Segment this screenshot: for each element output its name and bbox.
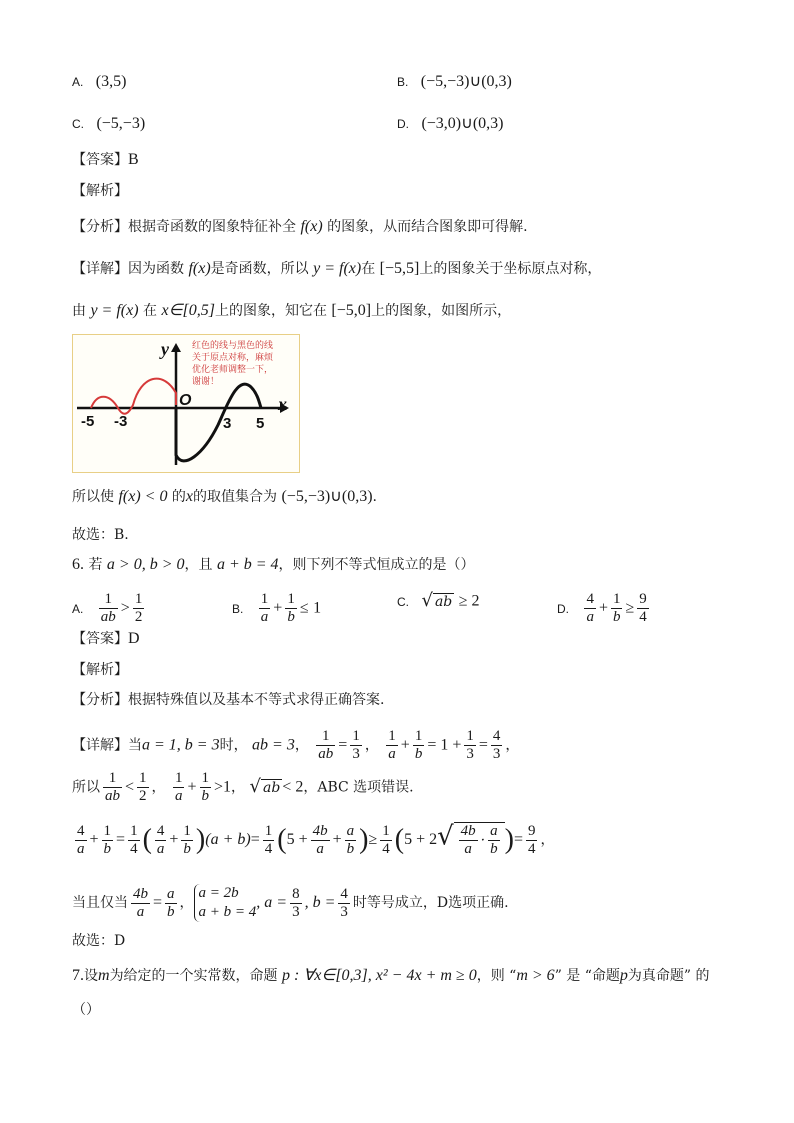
q7-stem: 7.设m为给定的一个实常数，命题 p : ∀x∈[0,3], x² − 4x + m ≥ 0，则 “m > 6” 是 “命题p为真命题” 的: [72, 967, 710, 984]
q5-fenxi: 【分析】根据奇函数的图象特征补全 f(x) 的图象，从而结合图象即可得解.: [72, 218, 528, 235]
origin-label: O: [179, 392, 192, 409]
q6-option-c: C. √ ab ≥ 2: [397, 590, 480, 611]
q6-xiangjie-1: 【详解】当a = 1, b = 3时， ab = 3， $\frac{1}{ab}$ = $\frac{1}{3}$ ， $\frac{1}{a}$ + $\frac{1}{b}$ = 1 + $\frac{1}{3}$ = $\frac{4}{3}$ ，: [72, 728, 520, 762]
q5-option-b: B. (−5,−3)∪(0,3): [397, 73, 512, 90]
y-axis-arrow: [171, 343, 181, 352]
q6-xiangjie-3: $\frac{4}{a}$ + $\frac{1}{b}$ = $\frac{1}{4}$ ( $\frac{4}{a}$ + $\frac{1}{b}$ )(a + b)= $\frac{1}{4}$ (5 + $\frac{4b}{a}$ + $\frac{a}{b}$ )≥ $\frac{1}{4}$ (5 + 2√ $\frac{4b}{a}$ · $\frac{a}{b}$ )= $\frac{9}{4}$ ，: [77, 821, 555, 857]
frac-1-ab: $\frac{1}{ab}$: [100, 591, 116, 625]
frac-1-b: $\frac{1}{b}$: [287, 591, 295, 625]
q5-option-d: D. (−3,0)∪(0,3): [397, 115, 504, 132]
q6-fenxi: 【分析】根据特殊值以及基本不等式求得正确答案.: [72, 692, 385, 708]
q6-choose: 故选：D: [72, 933, 126, 949]
q6-xiangjie-2: 所以 $\frac{1}{ab}$ < $\frac{1}{2}$ ， $\frac{1}{a}$ + $\frac{1}{b}$ >1， √ ab < 2，ABC 选项错误.: [72, 770, 414, 804]
frac-1-a: $\frac{1}{a}$: [260, 591, 269, 625]
q6-option-d: D. $\frac{4}{a}$ + $\frac{1}{b}$ ≥ $\frac{9}{4}$: [557, 591, 647, 625]
q6-stem: 6. 若 a > 0, b > 0，且 a + b = 4，则下列不等式恒成立的是（）: [72, 556, 475, 573]
cases-system: a = 2b a + b = 4: [194, 884, 257, 922]
q5-result: 所以使 f(x) < 0 的x的取值集合为 (−5,−3)∪(0,3).: [72, 488, 377, 505]
tick-5: 5: [256, 415, 265, 432]
frac-4-a: $\frac{4}{a}$: [586, 591, 594, 625]
q5-option-a: A. (3,5): [72, 73, 127, 90]
graph-note: 红色的线与黑色的线 关于原点对称，麻烦 优化老师调整一下， 谢谢！: [192, 341, 274, 387]
frac-9-4: $\frac{9}{4}$: [639, 591, 647, 625]
y-label: y: [161, 339, 169, 359]
q7-paren: （）: [72, 1002, 100, 1018]
sqrt-ab: √ ab: [421, 590, 453, 611]
x-label: x: [278, 394, 287, 414]
q5-xiangjie-1: 【详解】因为函数 f(x)是奇函数，所以 y = f(x)在 [−5,5]上的图象关于坐标原点对称，: [72, 260, 602, 277]
q6-analysis-tag: 【解析】: [72, 662, 128, 678]
frac-1-2: $\frac{1}{2}$: [134, 591, 143, 625]
q6-answer: 【答案】D: [72, 630, 140, 647]
tick-m3: -3: [114, 413, 128, 430]
q6-xiangjie-4: 当且仅当 $\frac{4b}{a}$ = $\frac{a}{b}$ ， a = 2b a + b = 4 , a = $\frac{8}{3}$ , b = $\frac{4}{3}$ 时等号成立，D选项正确.: [72, 885, 509, 920]
q6-option-a: A. $\frac{1}{ab}$ > $\frac{1}{2}$: [72, 591, 143, 625]
q5-choose: 故选：B.: [72, 527, 129, 543]
q5-answer: 【答案】B: [72, 151, 139, 168]
tick-m5: -5: [81, 413, 95, 430]
q5-option-c: C. (−5,−3): [72, 115, 146, 132]
tick-3: 3: [223, 415, 232, 432]
graph-svg: [73, 335, 299, 472]
frac-1-b: $\frac{1}{b}$: [612, 591, 621, 625]
q5-xiangjie-2: 由 y = f(x) 在 x∈[0,5]上的图象，知它在 [−5,0]上的图象，如图所示，: [72, 302, 512, 319]
q6-option-b: B. $\frac{1}{a}$ + $\frac{1}{b}$ ≤ 1: [232, 591, 322, 625]
q5-analysis-tag: 【解析】: [72, 183, 128, 199]
odd-function-graph: [72, 334, 300, 473]
